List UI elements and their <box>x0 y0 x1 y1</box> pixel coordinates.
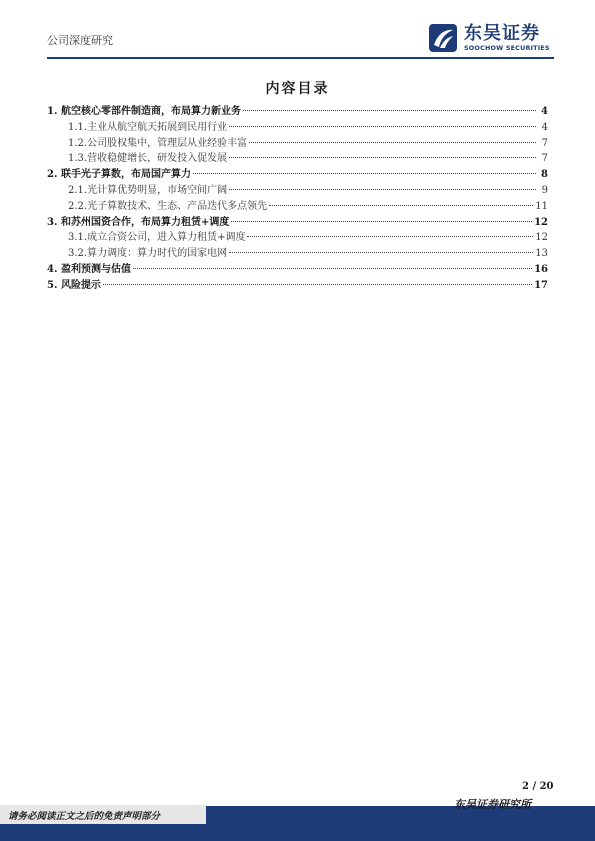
toc-dot-leader <box>229 189 536 190</box>
logo-english-name: SOOCHOW SECURITIES <box>464 43 550 52</box>
toc-entry-page: 9 <box>541 184 548 196</box>
toc-dot-leader <box>243 110 536 111</box>
toc-entry[interactable] <box>47 183 548 199</box>
toc-dot-leader <box>193 173 536 174</box>
toc-dot-leader <box>229 126 536 127</box>
toc-entry-page: 17 <box>534 279 548 291</box>
toc-entry[interactable] <box>47 136 548 152</box>
toc-dot-leader <box>133 268 532 269</box>
toc-entry-number: 3.1. <box>68 232 88 244</box>
toc-entry-page: 13 <box>535 248 548 260</box>
toc-title: 内容目录 <box>265 81 330 97</box>
toc-entry[interactable] <box>47 262 548 278</box>
toc-entry-number: 1.1. <box>68 121 88 133</box>
toc-entry-title: 营收稳健增长，研发投入促发展 <box>87 153 228 165</box>
toc-dot-leader <box>247 236 533 237</box>
toc-entry-page: 12 <box>534 216 548 228</box>
toc-entry[interactable] <box>47 120 548 136</box>
toc-entry[interactable] <box>47 104 548 120</box>
toc-entry-title: 公司股权集中，管理层从业经验丰富 <box>87 137 248 149</box>
toc-dot-leader <box>229 252 533 253</box>
toc-entry-number: 1.3. <box>68 153 88 165</box>
toc-entry-page: 11 <box>535 200 548 212</box>
toc-entry-number: 2.2. <box>68 200 88 212</box>
soochow-logo-icon <box>428 23 458 53</box>
toc-entry-number: 5. <box>47 279 58 291</box>
toc-entry-title: 光子算数技术、生态、产品迭代多点领先 <box>87 200 268 212</box>
toc-entry-title: 主业从航空航天拓展到民用行业 <box>87 121 228 133</box>
toc-entry[interactable] <box>47 151 548 167</box>
toc-entry[interactable] <box>47 278 548 294</box>
toc-dot-leader <box>231 221 532 222</box>
toc-entry-number: 4. <box>47 263 58 275</box>
toc-entry-title: 航空核心零部件制造商，布局算力新业务 <box>61 106 241 117</box>
header-divider <box>47 57 554 59</box>
toc-entry-page: 4 <box>541 106 548 117</box>
toc-entry-title: 算力调度：算力时代的国家电网 <box>87 248 228 260</box>
toc-dot-leader <box>103 284 532 285</box>
toc-entry[interactable] <box>47 167 548 183</box>
page-number: 2 / 20 <box>522 781 554 792</box>
toc-dot-leader <box>269 205 533 206</box>
toc-entry-title: 和苏州国资合作，布局算力租赁+调度 <box>61 216 230 228</box>
toc-dot-leader <box>249 142 536 143</box>
report-type-label: 公司深度研究 <box>47 34 113 47</box>
toc-entry[interactable] <box>47 199 548 215</box>
toc-entry-number: 2. <box>47 169 58 181</box>
toc-entry-page: 12 <box>535 232 548 244</box>
toc-entry-page: 16 <box>534 263 548 275</box>
toc-entry-page: 4 <box>541 121 548 133</box>
toc-entry-number: 1.2. <box>68 137 88 149</box>
toc-entry-number: 3.2. <box>68 248 88 260</box>
disclaimer-text: 请务必阅读正文之后的免责声明部分 <box>8 811 161 822</box>
toc-entry-number: 3. <box>47 216 58 228</box>
brand-logo <box>428 22 558 54</box>
toc-dot-leader <box>229 157 536 158</box>
toc-entry-number: 1. <box>47 106 58 117</box>
institute-name: 东吴证券研究所 <box>454 798 531 811</box>
toc-entry[interactable] <box>47 246 548 262</box>
toc-entry-page: 7 <box>541 153 548 165</box>
toc-entry-title: 成立合资公司，进入算力租赁+调度 <box>87 232 246 244</box>
toc-entry-title: 风险提示 <box>61 279 101 291</box>
toc-entry[interactable] <box>47 230 548 246</box>
logo-chinese-name: 东吴证券 <box>464 22 540 44</box>
toc-entry-title: 光计算优势明显，市场空间广阔 <box>87 184 228 196</box>
toc-entry-page: 7 <box>541 137 548 149</box>
toc-entry-title: 盈利预测与估值 <box>61 263 131 275</box>
toc-entry-title: 联手光子算数，布局国产算力 <box>61 169 191 181</box>
table-of-contents <box>47 104 548 294</box>
toc-entry[interactable] <box>47 215 548 231</box>
toc-entry-page: 8 <box>541 169 548 181</box>
toc-entry-number: 2.1. <box>68 184 88 196</box>
